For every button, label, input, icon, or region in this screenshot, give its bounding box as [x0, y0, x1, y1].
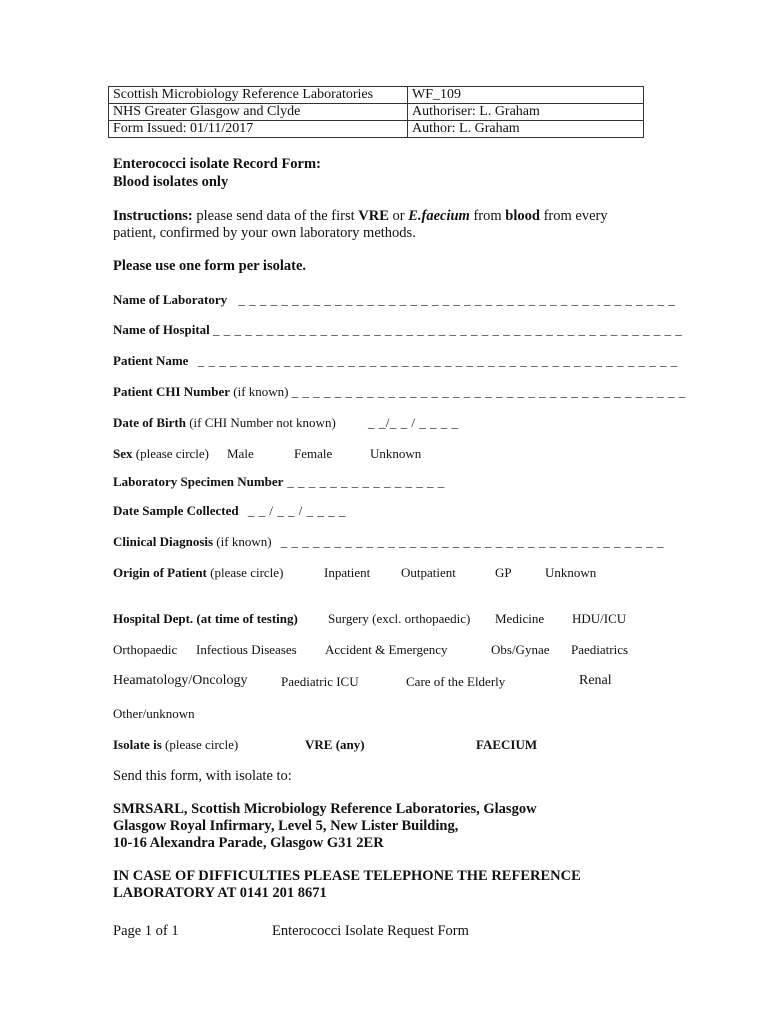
field-origin-note: (please circle) — [206, 565, 284, 580]
instructions-blood: blood — [505, 208, 540, 224]
dept-option-ae[interactable]: Accident & Emergency — [325, 642, 448, 657]
field-diagnosis — [113, 534, 664, 550]
header-org: Scottish Microbiology Reference Laboratories — [109, 87, 408, 104]
header-nhs: NHS Greater Glasgow and Clyde — [109, 104, 408, 121]
field-origin — [113, 565, 283, 581]
isolate-label: Isolate is — [113, 737, 162, 752]
field-specimen-blank[interactable]: _ _ _ _ _ _ _ _ _ _ _ _ _ _ _ — [283, 474, 445, 489]
field-laboratory-label: Name of Laboratory — [113, 292, 228, 307]
dept-label: Hospital Dept. (at time of testing) — [113, 611, 298, 626]
field-collected-blank[interactable]: _ _ / _ _ / _ _ _ _ — [247, 503, 346, 518]
header-issued: Form Issued: 01/11/2017 — [109, 121, 408, 138]
field-dob-note: (if CHI Number not known) — [185, 415, 336, 430]
header-author: Author: L. Graham — [408, 121, 644, 138]
dept-option-paediatrics[interactable]: Paediatrics — [571, 642, 629, 657]
field-chi-note: (if known) — [230, 384, 292, 399]
isolate-field — [113, 737, 238, 753]
field-hospital-blank[interactable]: _ _ _ _ _ _ _ _ _ _ _ _ _ _ _ _ _ _ _ _ _ _ _ _ _ _ _ _ _ _ _ _ _ _ _ _ _ _ _ _ _ _ _ _ — [213, 322, 683, 337]
field-specimen-label: Laboratory Specimen Number — [113, 474, 284, 489]
field-collected — [113, 503, 346, 519]
field-sex — [113, 446, 209, 462]
form-title: Enterococci isolate Record Form: — [113, 156, 321, 172]
field-origin-label: Origin of Patient — [113, 565, 207, 580]
dept-option-hdu-icu[interactable]: HDU/ICU — [572, 611, 627, 626]
field-chi — [113, 384, 686, 400]
dept-option-renal[interactable]: Renal — [579, 673, 612, 688]
origin-option-inpatient[interactable]: Inpatient — [324, 565, 371, 580]
field-sex-label: Sex — [113, 446, 133, 461]
instructions-vre: VRE — [358, 208, 389, 224]
send-intro: Send this form, with isolate to: — [113, 768, 292, 784]
footer-form-name: Enterococci Isolate Request Form — [272, 923, 469, 939]
instructions-text-2: or — [388, 208, 409, 224]
instructions-text-4: from every — [539, 208, 608, 224]
instructions — [113, 208, 608, 225]
sex-option-male[interactable]: Male — [227, 446, 254, 461]
dept-option-infectious[interactable]: Infectious Diseases — [196, 642, 297, 657]
instructions-text-3: from — [469, 208, 506, 224]
difficulty-line-2: LABORATORY AT 0141 201 8671 — [113, 885, 327, 901]
isolate-option-faecium[interactable]: FAECIUM — [476, 737, 538, 752]
origin-option-outpatient[interactable]: Outpatient — [401, 565, 456, 580]
field-patient-blank[interactable]: _ _ _ _ _ _ _ _ _ _ _ _ _ _ _ _ _ _ _ _ _ _ _ _ _ _ _ _ _ _ _ _ _ _ _ _ _ _ _ _ _ _ _ _ _ — [197, 353, 678, 368]
dept-option-other[interactable]: Other/unknown — [113, 706, 195, 721]
address-line-2: Glasgow Royal Infirmary, Level 5, New Lister Building, — [113, 818, 459, 834]
form-subtitle: Blood isolates only — [113, 174, 229, 190]
field-chi-blank[interactable]: _ _ _ _ _ _ _ _ _ _ _ _ _ _ _ _ _ _ _ _ _ _ _ _ _ _ _ _ _ _ _ _ _ _ _ _ _ — [291, 384, 686, 399]
dept-option-haematology[interactable]: Heamatology/Oncology — [113, 673, 248, 688]
field-dob-label: Date of Birth — [113, 415, 186, 430]
isolate-option-vre[interactable]: VRE (any) — [305, 737, 365, 752]
field-dob — [113, 415, 336, 431]
dept-option-surgery[interactable]: Surgery (excl. orthopaedic) — [328, 611, 471, 626]
origin-option-gp[interactable]: GP — [495, 565, 512, 580]
field-laboratory-blank[interactable]: _ _ _ _ _ _ _ _ _ _ _ _ _ _ _ _ _ _ _ _ _ _ _ _ _ _ _ _ _ _ _ _ _ _ _ _ _ _ _ _ _ — [238, 292, 676, 307]
header-code: WF_109 — [408, 87, 644, 104]
field-sex-note: (please circle) — [132, 446, 210, 461]
field-specimen — [113, 474, 445, 490]
field-collected-label: Date Sample Collected — [113, 503, 239, 518]
field-laboratory — [113, 292, 675, 308]
address-line-1: SMRSARL, Scottish Microbiology Reference Laboratories, Glasgow — [113, 801, 537, 817]
field-diagnosis-blank[interactable]: _ _ _ _ _ _ _ _ _ _ _ _ _ _ _ _ _ _ _ _ _ _ _ _ _ _ _ _ _ _ _ _ _ _ _ _ — [280, 534, 665, 549]
field-patient-label: Patient Name — [113, 353, 189, 368]
field-hospital — [113, 322, 682, 338]
field-hospital-label: Name of Hospital — [113, 322, 210, 337]
field-diagnosis-label: Clinical Diagnosis — [113, 534, 214, 549]
instructions-label: Instructions: — [113, 208, 193, 224]
difficulty-line-1: IN CASE OF DIFFICULTIES PLEASE TELEPHONE THE REFERENCE — [113, 868, 581, 884]
field-dob-blank[interactable]: _ _/_ _ / _ _ _ _ — [368, 415, 459, 430]
address-line-3: 10-16 Alexandra Parade, Glasgow G31 2ER — [113, 835, 384, 851]
instructions-text-1: please send data of the first — [192, 208, 359, 224]
dept-option-medicine[interactable]: Medicine — [495, 611, 545, 626]
isolate-note: (please circle) — [161, 737, 239, 752]
sex-option-unknown[interactable]: Unknown — [370, 446, 422, 461]
dept-option-obs-gynae[interactable]: Obs/Gynae — [491, 642, 550, 657]
instructions-line-2: patient, confirmed by your own laboratory methods. — [113, 225, 416, 241]
instructions-faecium: E.faecium — [408, 208, 470, 224]
dept-option-paediatric-icu[interactable]: Paediatric ICU — [281, 674, 359, 689]
dept-option-orthopaedic[interactable]: Orthopaedic — [113, 642, 178, 657]
origin-option-unknown[interactable]: Unknown — [545, 565, 597, 580]
one-form-note: Please use one form per isolate. — [113, 258, 307, 274]
field-diagnosis-note: (if known) — [213, 534, 272, 549]
dept-option-care-elderly[interactable]: Care of the Elderly — [406, 674, 506, 689]
field-chi-label: Patient CHI Number — [113, 384, 230, 399]
sex-option-female[interactable]: Female — [294, 446, 333, 461]
header-authoriser: Authoriser: L. Graham — [408, 104, 644, 121]
field-patient — [113, 353, 678, 369]
header-table — [108, 86, 644, 138]
page-number: Page 1 of 1 — [113, 923, 179, 939]
